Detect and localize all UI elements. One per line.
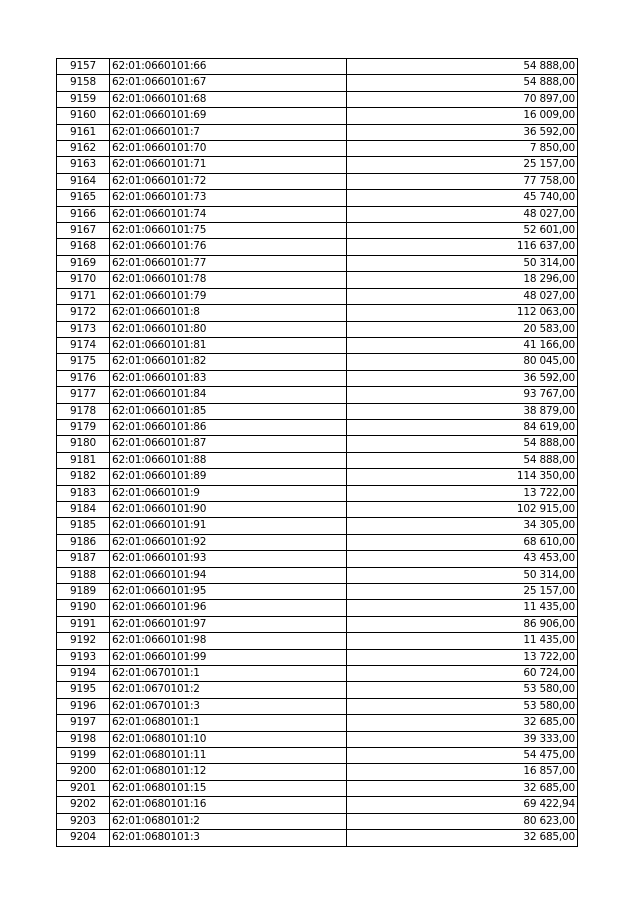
cadastral-number-cell: 62:01:0660101:79 xyxy=(110,288,347,304)
cadastral-number-cell: 62:01:0660101:75 xyxy=(110,223,347,239)
table-row xyxy=(57,551,578,567)
cadastral-number-cell: 62:01:0680101:2 xyxy=(110,813,347,829)
cadastral-value-cell: 77 758,00 xyxy=(347,173,578,189)
row-number-cell: 9165 xyxy=(57,190,110,206)
table-row xyxy=(57,173,578,189)
table-row xyxy=(57,91,578,107)
table-row xyxy=(57,452,578,468)
cadastral-value-cell: 50 314,00 xyxy=(347,255,578,271)
row-number-cell: 9182 xyxy=(57,469,110,485)
cadastral-value-cell: 52 601,00 xyxy=(347,223,578,239)
row-number-cell: 9159 xyxy=(57,91,110,107)
row-number-cell: 9171 xyxy=(57,288,110,304)
cadastral-value-cell: 54 888,00 xyxy=(347,59,578,75)
cadastral-number-cell: 62:01:0660101:77 xyxy=(110,255,347,271)
cadastral-value-cell: 69 422,94 xyxy=(347,797,578,813)
table-row xyxy=(57,108,578,124)
cadastral-number-cell: 62:01:0680101:11 xyxy=(110,748,347,764)
cadastral-number-cell: 62:01:0680101:15 xyxy=(110,780,347,796)
cadastral-number-cell: 62:01:0680101:16 xyxy=(110,797,347,813)
row-number-cell: 9163 xyxy=(57,157,110,173)
row-number-cell: 9178 xyxy=(57,403,110,419)
cadastral-number-cell: 62:01:0660101:91 xyxy=(110,518,347,534)
row-number-cell: 9173 xyxy=(57,321,110,337)
table-body xyxy=(57,59,578,847)
cadastral-value-cell: 114 350,00 xyxy=(347,469,578,485)
cadastral-value-cell: 11 435,00 xyxy=(347,600,578,616)
table-row xyxy=(57,206,578,222)
cadastral-value-cell: 80 045,00 xyxy=(347,354,578,370)
cadastral-number-cell: 62:01:0660101:9 xyxy=(110,485,347,501)
cadastral-number-cell: 62:01:0660101:80 xyxy=(110,321,347,337)
row-number-cell: 9164 xyxy=(57,173,110,189)
cadastral-number-cell: 62:01:0660101:90 xyxy=(110,501,347,517)
cadastral-number-cell: 62:01:0660101:67 xyxy=(110,75,347,91)
table-row xyxy=(57,288,578,304)
row-number-cell: 9203 xyxy=(57,813,110,829)
table-row xyxy=(57,419,578,435)
cadastral-value-cell: 70 897,00 xyxy=(347,91,578,107)
cadastral-value-cell: 13 722,00 xyxy=(347,649,578,665)
row-number-cell: 9200 xyxy=(57,764,110,780)
row-number-cell: 9172 xyxy=(57,305,110,321)
row-number-cell: 9192 xyxy=(57,633,110,649)
cadastral-value-cell: 25 157,00 xyxy=(347,157,578,173)
table-row xyxy=(57,387,578,403)
cadastral-value-cell: 41 166,00 xyxy=(347,337,578,353)
table-row xyxy=(57,616,578,632)
cadastral-value-cell: 7 850,00 xyxy=(347,141,578,157)
table-row xyxy=(57,600,578,616)
row-number-cell: 9191 xyxy=(57,616,110,632)
cadastral-number-cell: 62:01:0680101:1 xyxy=(110,715,347,731)
cadastral-value-cell: 36 592,00 xyxy=(347,124,578,140)
cadastral-value-cell: 53 580,00 xyxy=(347,698,578,714)
cadastral-number-cell: 62:01:0680101:3 xyxy=(110,830,347,846)
cadastral-number-cell: 62:01:0660101:94 xyxy=(110,567,347,583)
row-number-cell: 9198 xyxy=(57,731,110,747)
row-number-cell: 9184 xyxy=(57,501,110,517)
table-row xyxy=(57,485,578,501)
cadastral-number-cell: 62:01:0660101:97 xyxy=(110,616,347,632)
row-number-cell: 9189 xyxy=(57,584,110,600)
cadastral-number-cell: 62:01:0660101:78 xyxy=(110,272,347,288)
cadastral-number-cell: 62:01:0660101:96 xyxy=(110,600,347,616)
cadastral-number-cell: 62:01:0660101:72 xyxy=(110,173,347,189)
table-row xyxy=(57,731,578,747)
table-row xyxy=(57,715,578,731)
cadastral-value-cell: 43 453,00 xyxy=(347,551,578,567)
cadastral-number-cell: 62:01:0660101:95 xyxy=(110,584,347,600)
row-number-cell: 9166 xyxy=(57,206,110,222)
cadastral-value-cell: 60 724,00 xyxy=(347,666,578,682)
cadastral-number-cell: 62:01:0660101:92 xyxy=(110,534,347,550)
cadastral-value-cell: 16 009,00 xyxy=(347,108,578,124)
row-number-cell: 9190 xyxy=(57,600,110,616)
row-number-cell: 9162 xyxy=(57,141,110,157)
table-row xyxy=(57,321,578,337)
cadastral-value-cell: 11 435,00 xyxy=(347,633,578,649)
cadastral-value-cell: 34 305,00 xyxy=(347,518,578,534)
cadastral-number-cell: 62:01:0660101:76 xyxy=(110,239,347,255)
cadastral-value-cell: 80 623,00 xyxy=(347,813,578,829)
cadastral-number-cell: 62:01:0660101:84 xyxy=(110,387,347,403)
table-row xyxy=(57,305,578,321)
row-number-cell: 9169 xyxy=(57,255,110,271)
cadastral-number-cell: 62:01:0660101:70 xyxy=(110,141,347,157)
table-row xyxy=(57,682,578,698)
cadastral-value-cell: 32 685,00 xyxy=(347,715,578,731)
cadastral-number-cell: 62:01:0660101:71 xyxy=(110,157,347,173)
row-number-cell: 9183 xyxy=(57,485,110,501)
cadastral-value-cell: 13 722,00 xyxy=(347,485,578,501)
row-number-cell: 9175 xyxy=(57,354,110,370)
cadastral-number-cell: 62:01:0660101:87 xyxy=(110,436,347,452)
table-row xyxy=(57,157,578,173)
row-number-cell: 9201 xyxy=(57,780,110,796)
cadastral-value-cell: 18 296,00 xyxy=(347,272,578,288)
row-number-cell: 9188 xyxy=(57,567,110,583)
row-number-cell: 9160 xyxy=(57,108,110,124)
table-row xyxy=(57,518,578,534)
cadastral-number-cell: 62:01:0660101:93 xyxy=(110,551,347,567)
table-row xyxy=(57,567,578,583)
table-row xyxy=(57,633,578,649)
row-number-cell: 9177 xyxy=(57,387,110,403)
table-row xyxy=(57,698,578,714)
table-row xyxy=(57,780,578,796)
cadastral-value-cell: 38 879,00 xyxy=(347,403,578,419)
table-row xyxy=(57,649,578,665)
row-number-cell: 9179 xyxy=(57,419,110,435)
table-row xyxy=(57,797,578,813)
row-number-cell: 9174 xyxy=(57,337,110,353)
cadastral-value-cell: 112 063,00 xyxy=(347,305,578,321)
cadastral-number-cell: 62:01:0660101:89 xyxy=(110,469,347,485)
cadastral-value-cell: 54 888,00 xyxy=(347,75,578,91)
cadastral-number-cell: 62:01:0670101:3 xyxy=(110,698,347,714)
row-number-cell: 9170 xyxy=(57,272,110,288)
cadastral-number-cell: 62:01:0680101:12 xyxy=(110,764,347,780)
cadastral-value-cell: 32 685,00 xyxy=(347,780,578,796)
cadastral-value-cell: 93 767,00 xyxy=(347,387,578,403)
row-number-cell: 9158 xyxy=(57,75,110,91)
table-row xyxy=(57,501,578,517)
cadastral-number-cell: 62:01:0660101:68 xyxy=(110,91,347,107)
table-row xyxy=(57,469,578,485)
cadastral-number-cell: 62:01:0660101:82 xyxy=(110,354,347,370)
cadastral-value-cell: 20 583,00 xyxy=(347,321,578,337)
cadastral-number-cell: 62:01:0670101:1 xyxy=(110,666,347,682)
cadastral-number-cell: 62:01:0660101:73 xyxy=(110,190,347,206)
table-row xyxy=(57,272,578,288)
table-row xyxy=(57,75,578,91)
table-row xyxy=(57,403,578,419)
row-number-cell: 9204 xyxy=(57,830,110,846)
cadastral-number-cell: 62:01:0660101:86 xyxy=(110,419,347,435)
row-number-cell: 9194 xyxy=(57,666,110,682)
cadastral-value-cell: 16 857,00 xyxy=(347,764,578,780)
table-row xyxy=(57,124,578,140)
table-row xyxy=(57,813,578,829)
cadastral-value-cell: 53 580,00 xyxy=(347,682,578,698)
row-number-cell: 9157 xyxy=(57,59,110,75)
row-number-cell: 9196 xyxy=(57,698,110,714)
cadastral-number-cell: 62:01:0660101:8 xyxy=(110,305,347,321)
cadastral-value-cell: 54 888,00 xyxy=(347,436,578,452)
table-row xyxy=(57,584,578,600)
table-row xyxy=(57,830,578,846)
table-row xyxy=(57,223,578,239)
cadastral-value-cell: 48 027,00 xyxy=(347,288,578,304)
cadastral-number-cell: 62:01:0680101:10 xyxy=(110,731,347,747)
row-number-cell: 9168 xyxy=(57,239,110,255)
table-row xyxy=(57,190,578,206)
table-row xyxy=(57,436,578,452)
cadastral-value-cell: 50 314,00 xyxy=(347,567,578,583)
row-number-cell: 9185 xyxy=(57,518,110,534)
row-number-cell: 9202 xyxy=(57,797,110,813)
table-row xyxy=(57,764,578,780)
cadastral-value-cell: 45 740,00 xyxy=(347,190,578,206)
document-page xyxy=(56,58,578,847)
cadastral-value-cell: 39 333,00 xyxy=(347,731,578,747)
cadastral-value-cell: 102 915,00 xyxy=(347,501,578,517)
row-number-cell: 9176 xyxy=(57,370,110,386)
cadastral-number-cell: 62:01:0660101:98 xyxy=(110,633,347,649)
cadastral-number-cell: 62:01:0660101:88 xyxy=(110,452,347,468)
table-row xyxy=(57,337,578,353)
row-number-cell: 9197 xyxy=(57,715,110,731)
table-row xyxy=(57,59,578,75)
row-number-cell: 9181 xyxy=(57,452,110,468)
cadastral-value-cell: 116 637,00 xyxy=(347,239,578,255)
row-number-cell: 9199 xyxy=(57,748,110,764)
cadastral-value-cell: 32 685,00 xyxy=(347,830,578,846)
table-row xyxy=(57,239,578,255)
cadastral-number-cell: 62:01:0660101:99 xyxy=(110,649,347,665)
cadastral-number-cell: 62:01:0660101:83 xyxy=(110,370,347,386)
row-number-cell: 9195 xyxy=(57,682,110,698)
table-row xyxy=(57,354,578,370)
cadastral-number-cell: 62:01:0660101:69 xyxy=(110,108,347,124)
table-row xyxy=(57,255,578,271)
table-row xyxy=(57,748,578,764)
cadastral-number-cell: 62:01:0660101:7 xyxy=(110,124,347,140)
cadastral-value-cell: 54 475,00 xyxy=(347,748,578,764)
row-number-cell: 9161 xyxy=(57,124,110,140)
row-number-cell: 9167 xyxy=(57,223,110,239)
cadastral-value-cell: 36 592,00 xyxy=(347,370,578,386)
row-number-cell: 9193 xyxy=(57,649,110,665)
table-row xyxy=(57,534,578,550)
cadastral-value-cell: 86 906,00 xyxy=(347,616,578,632)
cadastral-value-table xyxy=(56,58,578,847)
table-row xyxy=(57,141,578,157)
table-row xyxy=(57,370,578,386)
cadastral-number-cell: 62:01:0660101:85 xyxy=(110,403,347,419)
row-number-cell: 9186 xyxy=(57,534,110,550)
cadastral-value-cell: 84 619,00 xyxy=(347,419,578,435)
row-number-cell: 9180 xyxy=(57,436,110,452)
cadastral-value-cell: 48 027,00 xyxy=(347,206,578,222)
cadastral-number-cell: 62:01:0660101:66 xyxy=(110,59,347,75)
cadastral-value-cell: 25 157,00 xyxy=(347,584,578,600)
cadastral-number-cell: 62:01:0660101:81 xyxy=(110,337,347,353)
cadastral-value-cell: 68 610,00 xyxy=(347,534,578,550)
cadastral-value-cell: 54 888,00 xyxy=(347,452,578,468)
row-number-cell: 9187 xyxy=(57,551,110,567)
cadastral-number-cell: 62:01:0670101:2 xyxy=(110,682,347,698)
cadastral-number-cell: 62:01:0660101:74 xyxy=(110,206,347,222)
table-row xyxy=(57,666,578,682)
